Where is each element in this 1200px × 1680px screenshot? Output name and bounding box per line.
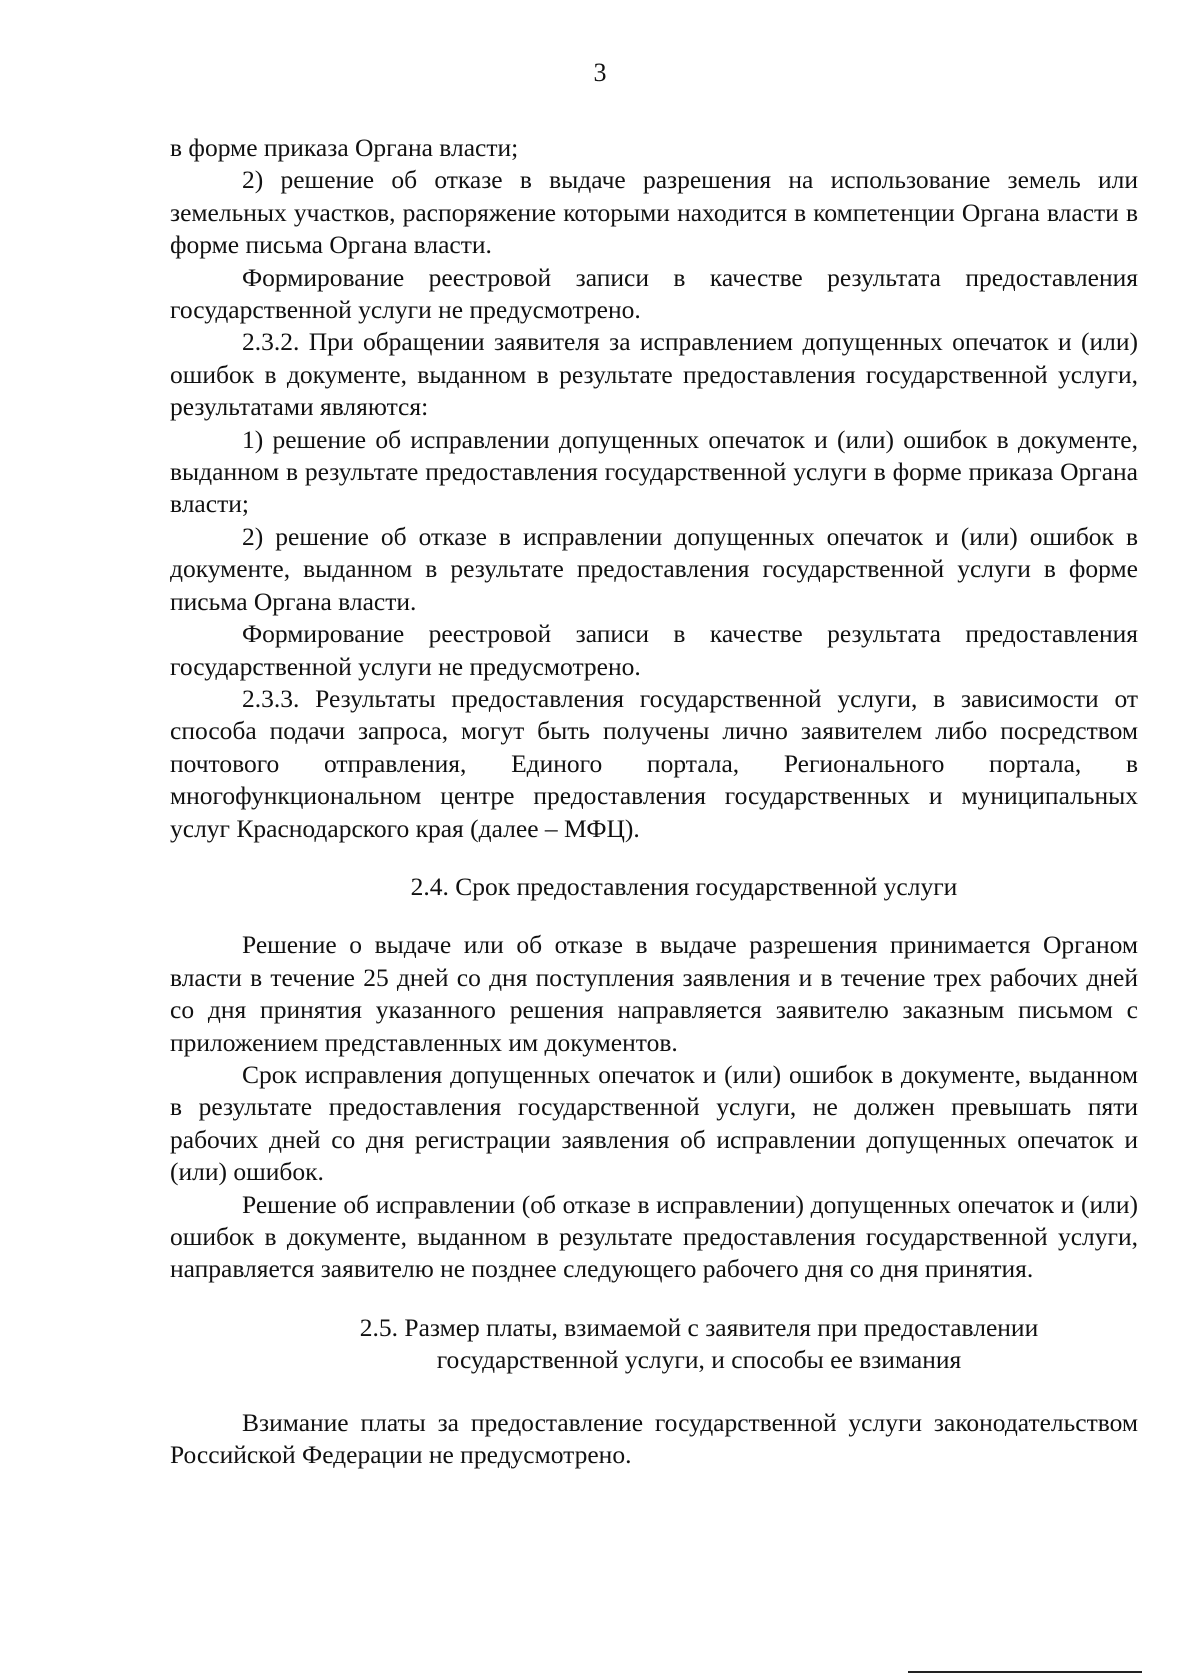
page-number: 3 (593, 58, 607, 87)
paragraph: 2) решение об отказе в исправлении допущенных опечаток и (или) ошибок в документе, выданном в результате предоставления государственной услуги в форме письма Органа власти. (170, 521, 1138, 616)
section-heading-2-5-line2: государственной услуги, и способы ее взимания (436, 1345, 962, 1375)
paragraph: Решение о выдаче или об отказе в выдаче разрешения принимается Органом власти в течение 25 дней со дня поступления заявления и в течение трех рабочих дней со дня принятия указанного решения направляется заявителю заказным письмом с приложением представленных им документов. (170, 930, 1138, 1057)
paragraph: Срок исправления допущенных опечаток и (или) ошибок в документе, выданном в результате предоставления государственной услуги, не должен превышать пяти рабочих дней со дня регистрации заявления об исправлении допущенных опечаток и (или) ошибок. (170, 1059, 1138, 1187)
paragraph: 2.3.3. Результаты предоставления государственной услуги, в зависимости от способа подачи запроса, могут быть получены лично заявителем либо посредством почтового отправления, Единого портала, Регионального портала, в многофункциональном центре предоставления государственных и муниципальных услуг Краснодарского края (далее – МФЦ). (170, 683, 1138, 843)
paragraph: Взимание платы за предоставление государственной услуги законодательством Российской Федерации не предусмотрено. (170, 1407, 1138, 1470)
paragraph: Решение об исправлении (об отказе в исправлении) допущенных опечаток и (или) ошибок в документе, выданном в результате предоставления государственной услуги, направляется заявителю не позднее следующего рабочего дня со дня принятия. (170, 1189, 1138, 1284)
section-heading-2-5-line1: 2.5. Размер платы, взимаемой с заявителя при предоставлении (359, 1312, 1039, 1342)
document-body (170, 132, 1138, 1471)
paragraph: Формирование реестровой записи в качестве результата предоставления государственной услуги не предусмотрено. (170, 619, 1138, 681)
section-heading-2-5 (170, 1312, 1138, 1377)
paragraph: в форме приказа Органа власти; (170, 133, 519, 162)
paragraph: Формирование реестровой записи в качестве результата предоставления государственной услуги не предусмотрено. (170, 262, 1138, 325)
paragraph: 1) решение об исправлении допущенных опечаток и (или) ошибок в документе, выданном в результате предоставления государственной услуги в форме приказа Органа власти; (170, 424, 1138, 519)
section-heading-2-4: 2.4. Срок предоставления государственной услуги (410, 871, 958, 901)
footer-rule (908, 1671, 1142, 1673)
paragraph: 2) решение об отказе в выдаче разрешения на использование земель или земельных участков, распоряжение которыми находится в компетенции Органа власти в форме письма Органа власти. (170, 165, 1138, 260)
paragraph: 2.3.2. При обращении заявителя за исправлением допущенных опечаток и (или) ошибок в документе, выданном в результате предоставления государственной услуги, результатами являются: (170, 327, 1138, 422)
